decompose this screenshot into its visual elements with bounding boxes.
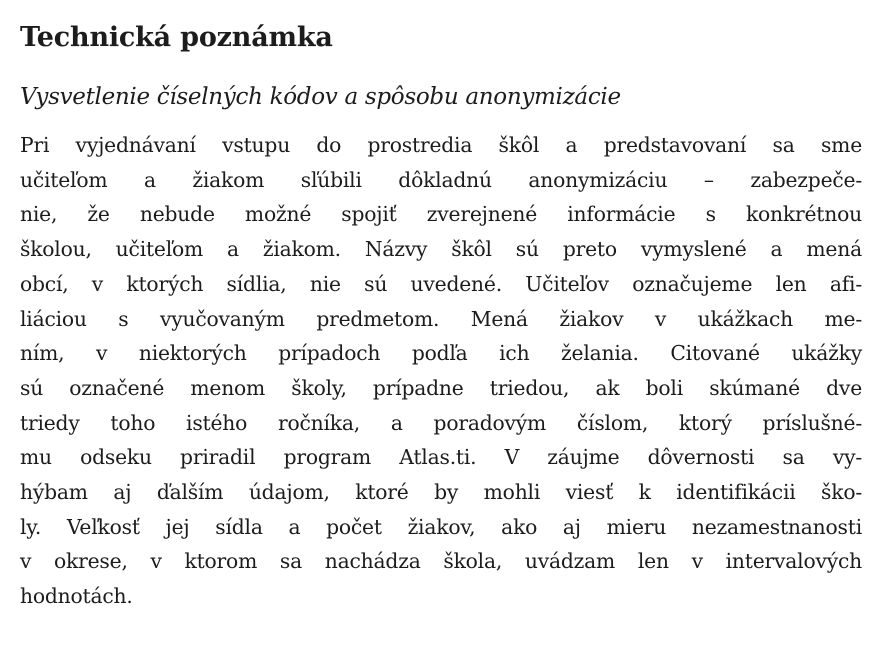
paragraph-line: Pri vyjednávaní vstupu do prostredia škôl a predstavovaní sa sme [20,133,862,157]
paragraph-line: školou, učiteľom a žiakom. Názvy škôl sú preto vymyslené a mená [20,237,862,262]
paragraph-line: liáciou s vyučovaným predmetom. Mená žiakov v ukážkach me- [20,306,862,331]
paragraph-line: obcí, v ktorých sídlia, nie sú uvedené. Učiteľov označujeme len afi- [20,271,862,296]
paragraph-line: triedy toho istého ročníka, a poradovým číslom, ktorý príslušné- [20,410,862,435]
note-paragraph [20,128,862,614]
note-title: Technická poznámka [20,22,333,53]
note-subtitle: Vysvetlenie číselných kódov a spôsobu anonymizácie [20,84,621,110]
technical-note [20,18,862,614]
paragraph-line: v okrese, v ktorom sa nachádza škola, uvádzam len v intervalových [20,549,862,574]
paragraph-line: nie, že nebude možné spojiť zverejnené informácie s konkrétnou [20,202,862,227]
paragraph-line: hýbam aj ďalším údajom, ktoré by mohli viesť k identifikácii ško- [20,480,862,505]
paragraph-line: sú označené menom školy, prípadne triedou, ak boli skúmané dve [20,375,862,400]
paragraph-line: mu odseku priradil program Atlas.ti. V záujme dôvernosti sa vy- [20,445,862,470]
paragraph-line: hodnotách. [20,584,133,609]
paragraph-line: učiteľom a žiakom sľúbili dôkladnú anonymizáciu – zabezpeče- [20,167,862,192]
paragraph-line: ly. Veľkosť jej sídla a počet žiakov, ako aj mieru nezamestnanosti [20,514,862,539]
paragraph-line: ním, v niektorých prípadoch podľa ich želania. Citované ukážky [20,341,862,366]
